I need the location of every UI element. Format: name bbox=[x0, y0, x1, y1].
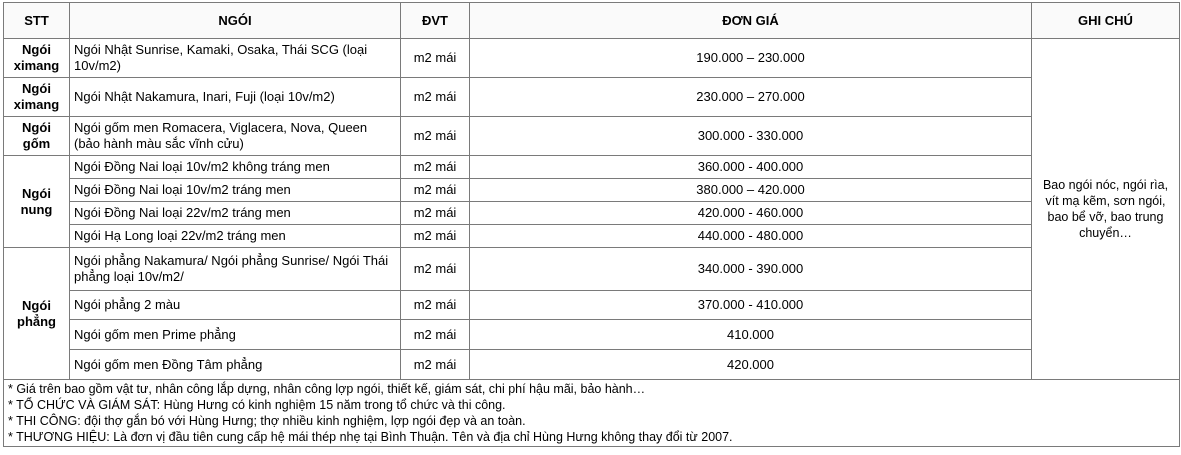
product-price: 420.000 - 460.000 bbox=[470, 202, 1032, 225]
header-ghi-chu: GHI CHÚ bbox=[1032, 3, 1180, 39]
product-name: Ngói Nhật Nakamura, Inari, Fuji (loại 10v/m2) bbox=[70, 78, 401, 117]
product-unit: m2 mái bbox=[401, 350, 470, 380]
table-row bbox=[4, 320, 1180, 350]
table-row bbox=[4, 117, 1180, 156]
footnote: * Giá trên bao gồm vật tư, nhân công lắp dựng, nhân công lợp ngói, thiết kế, giám sát, chi phí hậu mãi, bảo hành… bbox=[8, 382, 646, 396]
table-row bbox=[4, 350, 1180, 380]
group-label-phang: Ngói phẳng bbox=[4, 248, 70, 380]
product-unit: m2 mái bbox=[401, 78, 470, 117]
footnote: * TỔ CHỨC VÀ GIÁM SÁT: Hùng Hưng có kinh nghiệm 15 năm trong tổ chức và thi công. bbox=[8, 398, 506, 412]
table-row bbox=[4, 78, 1180, 117]
product-price: 300.000 - 330.000 bbox=[470, 117, 1032, 156]
table-row bbox=[4, 291, 1180, 320]
product-price: 340.000 - 390.000 bbox=[470, 248, 1032, 291]
table-row bbox=[4, 225, 1180, 248]
product-price: 380.000 – 420.000 bbox=[470, 179, 1032, 202]
product-name: Ngói Đồng Nai loại 22v/m2 tráng men bbox=[70, 202, 401, 225]
footnotes-row bbox=[4, 380, 1180, 447]
product-name: Ngói Nhật Sunrise, Kamaki, Osaka, Thái SCG (loại 10v/m2) bbox=[70, 39, 401, 78]
product-price: 190.000 – 230.000 bbox=[470, 39, 1032, 78]
product-name: Ngói Đồng Nai loại 10v/m2 không tráng men bbox=[70, 156, 401, 179]
product-price: 410.000 bbox=[470, 320, 1032, 350]
product-name: Ngói Hạ Long loại 22v/m2 tráng men bbox=[70, 225, 401, 248]
group-label-ximang-2: Ngói ximang bbox=[4, 78, 70, 117]
table-row bbox=[4, 248, 1180, 291]
product-name: Ngói phẳng Nakamura/ Ngói phẳng Sunrise/ Ngói Thái phẳng loại 10v/m2/ bbox=[70, 248, 401, 291]
product-price: 230.000 – 270.000 bbox=[470, 78, 1032, 117]
header-don-gia: ĐƠN GIÁ bbox=[470, 3, 1032, 39]
header-ngoi: NGÓI bbox=[70, 3, 401, 39]
product-unit: m2 mái bbox=[401, 179, 470, 202]
header-row bbox=[4, 3, 1180, 39]
product-unit: m2 mái bbox=[401, 202, 470, 225]
product-unit: m2 mái bbox=[401, 117, 470, 156]
group-label-gom: Ngói gốm bbox=[4, 117, 70, 156]
price-table bbox=[3, 2, 1180, 447]
product-price: 420.000 bbox=[470, 350, 1032, 380]
header-stt: STT bbox=[4, 3, 70, 39]
product-price: 360.000 - 400.000 bbox=[470, 156, 1032, 179]
table-row bbox=[4, 156, 1180, 179]
group-label-ximang-1: Ngói ximang bbox=[4, 39, 70, 78]
table-row bbox=[4, 39, 1180, 78]
product-name: Ngói gốm men Romacera, Viglacera, Nova, Queen (bảo hành màu sắc vĩnh cửu) bbox=[70, 117, 401, 156]
product-unit: m2 mái bbox=[401, 225, 470, 248]
product-unit: m2 mái bbox=[401, 320, 470, 350]
product-name: Ngói Đồng Nai loại 10v/m2 tráng men bbox=[70, 179, 401, 202]
note-cell: Bao ngói nóc, ngói rìa, vít mạ kẽm, sơn ngói, bao bể vỡ, bao trung chuyển… bbox=[1032, 39, 1180, 380]
product-unit: m2 mái bbox=[401, 156, 470, 179]
product-unit: m2 mái bbox=[401, 39, 470, 78]
table-row bbox=[4, 202, 1180, 225]
product-name: Ngói gốm men Prime phẳng bbox=[70, 320, 401, 350]
product-price: 440.000 - 480.000 bbox=[470, 225, 1032, 248]
footnote: * THƯƠNG HIỆU: Là đơn vị đầu tiên cung cấp hệ mái thép nhẹ tại Bình Thuận. Tên và địa chỉ Hùng Hưng không thay đổi từ 2007. bbox=[8, 430, 733, 444]
table-row bbox=[4, 179, 1180, 202]
product-price: 370.000 - 410.000 bbox=[470, 291, 1032, 320]
product-name: Ngói phẳng 2 màu bbox=[70, 291, 401, 320]
footnotes-cell bbox=[4, 380, 1180, 447]
product-unit: m2 mái bbox=[401, 248, 470, 291]
footnote: * THI CÔNG: đội thợ gắn bó với Hùng Hưng; thợ nhiều kinh nghiệm, lợp ngói đẹp và an toàn. bbox=[8, 414, 526, 428]
product-unit: m2 mái bbox=[401, 291, 470, 320]
header-dvt: ĐVT bbox=[401, 3, 470, 39]
group-label-nung: Ngói nung bbox=[4, 156, 70, 248]
product-name: Ngói gốm men Đồng Tâm phẳng bbox=[70, 350, 401, 380]
